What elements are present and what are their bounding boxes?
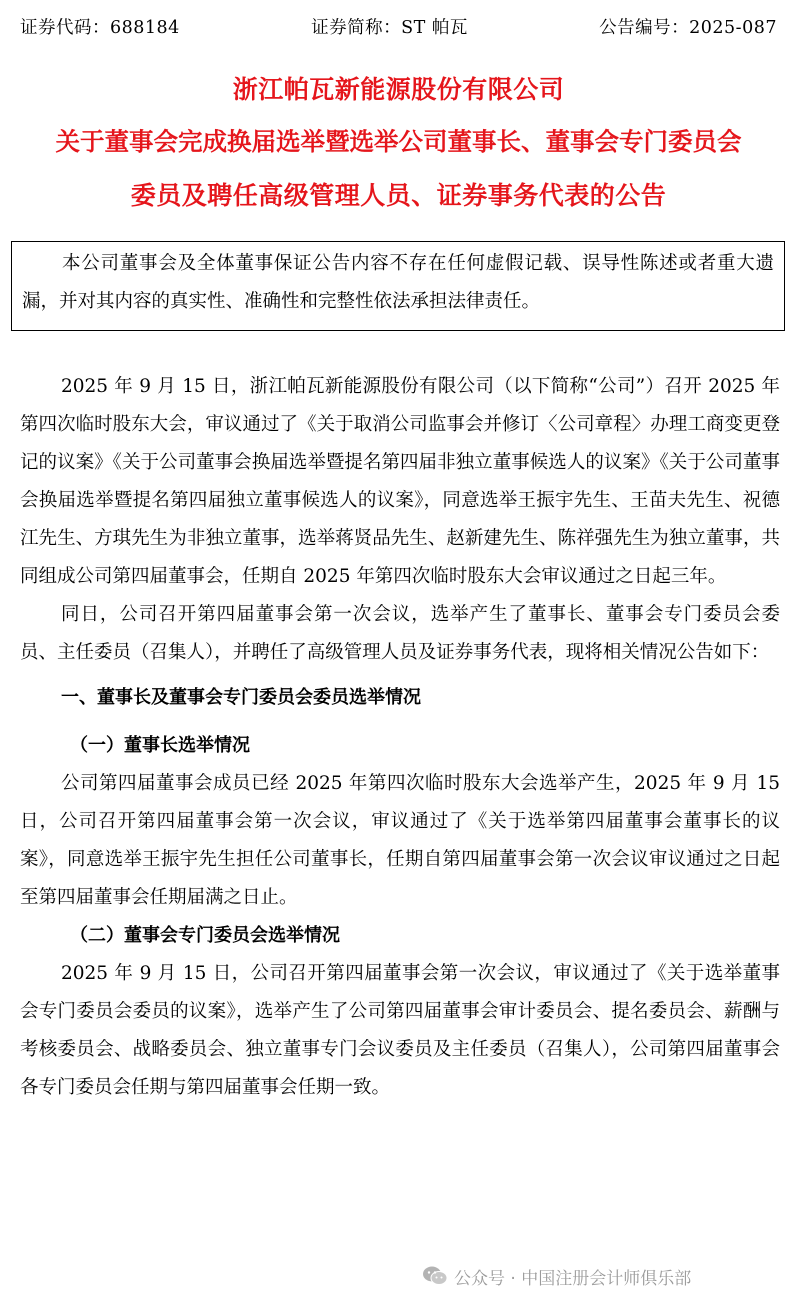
wechat-icon [422,1265,448,1287]
paragraph-shareholder-meeting: 2025 年 9 月 15 日，浙江帕瓦新能源股份有限公司（以下简称“公司”）召开 2025 年第四次临时股东大会，审议通过了《关于取消公司监事会并修订〈公司章程〉办理工商变更登记的议案》《关于公司董事会换届选举暨提名第四届非独立董事候选人的议案》《关于公司董事会换届选举暨提名第四届独立董事候选人的议案》，同意选举王振宇先生、王苗夫先生、祝德江先生、方琪先生为非独立董事，选举蒋贤品先生、赵新建先生、陈祥强先生为独立董事，共同组成公司第四届董事会，任期自 2025 年第四次临时股东大会审议通过之日起三年。 [20,376,780,587]
company-name-title: 浙江帕瓦新能源股份有限公司 [232,75,565,104]
security-abbreviation: 证券简称：ST 帕瓦 [311,18,468,38]
section-heading-1: 一、董事长及董事会专门委员会委员选举情况 [61,687,421,708]
document-header [20,14,777,42]
watermark-text: 公众号 · 中国注册会计师俱乐部 [454,1268,692,1289]
disclaimer-box: 本公司董事会及全体董事保证公告内容不存在任何虚假记载、误导性陈述或者重大遗漏，并对其内容的真实性、准确性和完整性依法承担法律责任。 [11,241,785,331]
announcement-number: 公告编号：2025-087 [599,18,777,38]
announcement-title-line1: 关于董事会完成换届选举暨选举公司董事长、董事会专门委员会 [55,127,742,156]
paragraph-chairman-election: 公司第四届董事会成员已经 2025 年第四次临时股东大会选举产生，2025 年 9 月 15 日，公司召开第四届董事会第一次会议，审议通过了《关于选举第四届董事会董事长的议案》，同意选举王振宇先生担任公司董事长，任期自第四届董事会第一次会议审议通过之日起至第四届董事会任期届满之日止。 [20,773,780,908]
announcement-body [20,368,780,1107]
subsection-heading-committees: （二）董事会专门委员会选举情况 [70,925,340,946]
paragraph-committee-election: 2025 年 9 月 15 日，公司召开第四届董事会第一次会议，审议通过了《关于选举董事会专门委员会委员的议案》，选举产生了公司第四届董事会审计委员会、提名委员会、薪酬与考核委员会、战略委员会、独立董事专门会议委员及主任委员（召集人），公司第四届董事会各专门委员会任期与第四届董事会任期一致。 [20,963,780,1098]
wechat-watermark [418,1262,695,1290]
paragraph-board-meeting: 同日，公司召开第四届董事会第一次会议，选举产生了董事长、董事会专门委员会委员、主任委员（召集人），并聘任了高级管理人员及证券事务代表，现将相关情况公告如下： [20,604,780,663]
subsection-heading-chairman: （一）董事长选举情况 [70,735,250,756]
announcement-title-line2: 委员及聘任高级管理人员、证券事务代表的公告 [130,181,667,210]
security-code: 证券代码：688184 [20,18,180,38]
